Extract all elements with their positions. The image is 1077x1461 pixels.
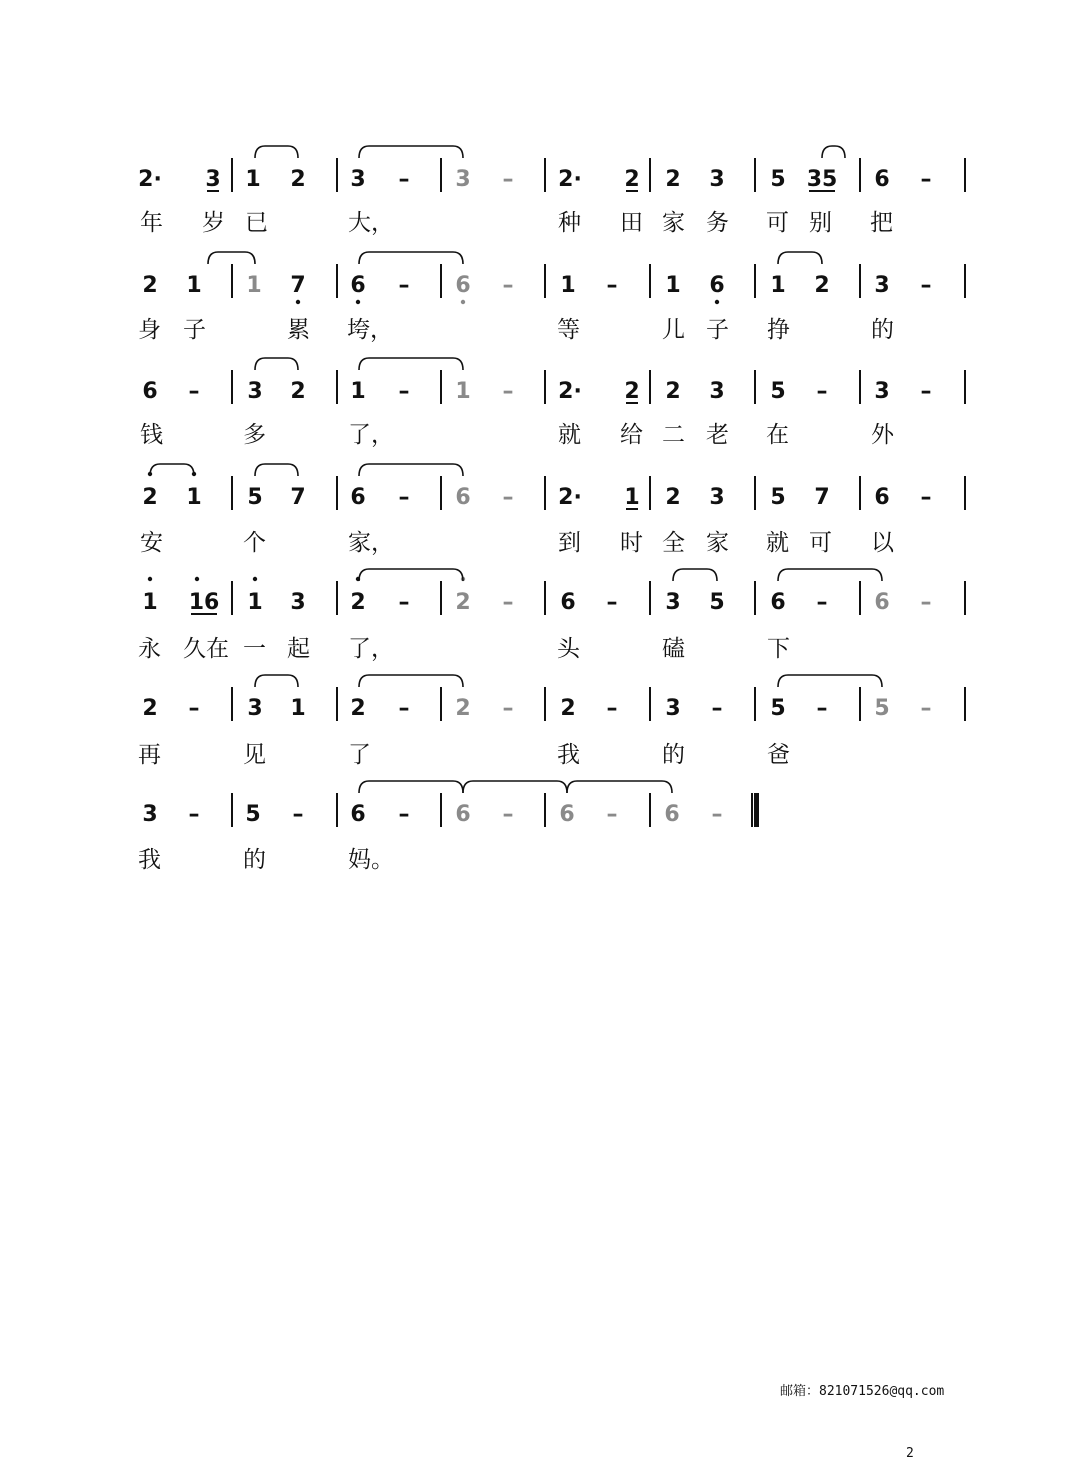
lyric-syllable: 已	[245, 210, 268, 236]
note: 1	[665, 273, 681, 298]
note: 6	[559, 802, 575, 827]
slur	[255, 146, 298, 158]
lyric-syllable: 可	[766, 210, 789, 236]
lyric-syllable: 全	[662, 530, 685, 556]
note: 3	[350, 167, 366, 192]
high-octave-dot	[148, 577, 152, 581]
note: –	[502, 167, 514, 192]
note: 1	[247, 590, 263, 615]
note: –	[502, 590, 514, 615]
note: 6	[455, 802, 471, 827]
note: 1	[186, 485, 202, 510]
note: 1	[142, 590, 158, 615]
slur	[255, 675, 298, 687]
note: 3	[709, 167, 725, 192]
note: 6	[455, 485, 471, 510]
note: 5	[709, 590, 725, 615]
lyric-syllable: 了	[348, 742, 371, 768]
lyric-syllable: 给	[620, 422, 643, 448]
note: 6	[709, 273, 725, 298]
note: 6	[874, 485, 890, 510]
note: 6	[664, 802, 680, 827]
lyric-syllable: 钱	[140, 422, 163, 448]
lyric-syllable: 家	[662, 210, 685, 236]
lyric-syllable: 种	[558, 210, 581, 236]
note: 35	[806, 167, 838, 192]
note: –	[502, 273, 514, 298]
lyric-syllable: 见	[243, 742, 266, 768]
slur	[255, 464, 298, 476]
note: 6	[350, 273, 366, 298]
lyric-syllable: 可	[809, 530, 832, 556]
note: 3	[247, 696, 263, 721]
lyric-syllable: 多	[243, 422, 266, 448]
lyric-syllable: 了，	[348, 422, 394, 448]
note: –	[920, 485, 932, 510]
lyric-syllable: 别	[809, 210, 832, 236]
note: 1	[246, 273, 262, 298]
note: 2	[455, 696, 471, 721]
lyric-syllable: 田	[620, 210, 643, 236]
slur	[778, 569, 882, 581]
note: –	[188, 379, 200, 404]
slur	[359, 358, 463, 370]
note: 2·	[138, 167, 162, 192]
lyric-syllable: 到	[558, 530, 581, 556]
note: 6	[350, 485, 366, 510]
note: 1	[245, 167, 261, 192]
note: –	[816, 590, 828, 615]
slur	[359, 464, 463, 476]
low-octave-dot	[356, 300, 360, 304]
note: 6	[350, 802, 366, 827]
note: –	[398, 696, 410, 721]
slur	[778, 675, 882, 687]
lyric-syllable: 外	[871, 422, 894, 448]
note: 2	[665, 167, 681, 192]
lyric-syllable: 以	[871, 530, 894, 556]
note: 1	[350, 379, 366, 404]
lyric-syllable: 家	[706, 530, 729, 556]
lyric-syllable: 爸	[767, 742, 790, 768]
lyric-syllable: 了，	[348, 636, 394, 662]
note: –	[606, 696, 618, 721]
note: 2·	[558, 485, 582, 510]
lyric-syllable: 子	[183, 317, 206, 343]
slur	[359, 146, 463, 158]
note: –	[711, 802, 723, 827]
note: –	[398, 379, 410, 404]
lyric-syllable: 下	[767, 636, 790, 662]
note: 5	[874, 696, 890, 721]
slur	[567, 781, 672, 793]
note: 2·	[558, 167, 582, 192]
note: –	[398, 590, 410, 615]
note: –	[920, 273, 932, 298]
lyric-syllable: 久在	[183, 636, 229, 662]
lyric-syllable: 一	[243, 636, 266, 662]
note: –	[920, 379, 932, 404]
slur	[463, 781, 567, 793]
lyric-syllable: 时	[620, 530, 643, 556]
note: –	[398, 485, 410, 510]
note: –	[606, 590, 618, 615]
note: 6	[874, 167, 890, 192]
lyric-syllable: 挣	[767, 317, 790, 343]
note: 3	[455, 167, 471, 192]
note: 5	[770, 485, 786, 510]
lyric-syllable: 安	[140, 530, 163, 556]
note: 2	[624, 379, 640, 404]
note: 6	[455, 273, 471, 298]
lyric-syllable: 我	[557, 742, 580, 768]
lyric-syllable: 累	[287, 317, 310, 343]
note: –	[188, 696, 200, 721]
note: 5	[770, 696, 786, 721]
slur	[359, 252, 463, 264]
lyric-syllable: 妈。	[348, 847, 394, 873]
note: 2	[814, 273, 830, 298]
lyric-syllable: 磕	[662, 636, 685, 662]
note: –	[398, 802, 410, 827]
slur	[359, 675, 463, 687]
note: 2	[290, 379, 306, 404]
note: 7	[290, 485, 306, 510]
lyric-syllable: 家，	[348, 530, 394, 556]
note: –	[606, 802, 618, 827]
low-octave-dot	[461, 300, 465, 304]
footer-email: 邮箱：821071526@qq.com	[780, 1384, 945, 1399]
note: 5	[247, 485, 263, 510]
note: 7	[814, 485, 830, 510]
lyric-syllable: 再	[138, 742, 161, 768]
lyric-syllable: 二	[662, 422, 685, 448]
note: 6	[770, 590, 786, 615]
lyric-syllable: 儿	[662, 317, 685, 343]
note: 2	[455, 590, 471, 615]
lyric-syllable: 永	[138, 636, 161, 662]
note: 1	[455, 379, 471, 404]
note: –	[292, 802, 304, 827]
lyric-syllable: 老	[706, 422, 729, 448]
note: –	[188, 802, 200, 827]
lyric-syllable: 垮，	[347, 317, 393, 343]
lyric-syllable: 岁	[202, 210, 225, 236]
note: –	[606, 273, 618, 298]
note: –	[398, 167, 410, 192]
note: 3	[142, 802, 158, 827]
slur	[359, 569, 463, 581]
note: 2	[142, 696, 158, 721]
note: 1	[186, 273, 202, 298]
lyric-syllable: 头	[557, 636, 580, 662]
lyric-syllable: 务	[706, 210, 729, 236]
note: 3	[205, 167, 221, 192]
note: 3	[665, 590, 681, 615]
lyric-syllable: 我	[138, 847, 161, 873]
lyric-syllable: 把	[870, 210, 893, 236]
high-octave-dot	[253, 577, 257, 581]
note: –	[502, 485, 514, 510]
lyric-syllable: 个	[243, 530, 266, 556]
note: 5	[245, 802, 261, 827]
note: –	[816, 696, 828, 721]
note: –	[398, 273, 410, 298]
slur	[359, 781, 463, 793]
note: –	[920, 696, 932, 721]
note: 1	[560, 273, 576, 298]
note: 2	[665, 485, 681, 510]
low-octave-dot	[715, 300, 719, 304]
lyric-syllable: 等	[557, 317, 580, 343]
note: 2	[624, 167, 640, 192]
slur	[673, 569, 717, 581]
note: 6	[874, 590, 890, 615]
note: 3	[874, 273, 890, 298]
lyric-syllable: 起	[287, 636, 310, 662]
note: 3	[247, 379, 263, 404]
note: 2	[142, 485, 158, 510]
high-octave-dot	[195, 577, 199, 581]
note: 1	[770, 273, 786, 298]
slur	[822, 146, 845, 158]
note: 3	[290, 590, 306, 615]
lyric-syllable: 就	[558, 422, 581, 448]
lyric-syllable: 在	[766, 422, 789, 448]
note: 1	[624, 485, 640, 510]
note: –	[920, 167, 932, 192]
low-octave-dot	[296, 300, 300, 304]
note: 3	[665, 696, 681, 721]
note: –	[502, 802, 514, 827]
lyric-syllable: 的	[662, 742, 685, 768]
note: 2	[142, 273, 158, 298]
note: –	[502, 379, 514, 404]
lyric-syllable: 的	[243, 847, 266, 873]
note: –	[502, 696, 514, 721]
note: –	[816, 379, 828, 404]
note: 2·	[558, 379, 582, 404]
note: 3	[709, 485, 725, 510]
page-number: 2	[906, 1446, 914, 1461]
note: 5	[770, 379, 786, 404]
note: 2	[350, 696, 366, 721]
note: 3	[709, 379, 725, 404]
note: 3	[874, 379, 890, 404]
lyric-syllable: 身	[138, 317, 161, 343]
note: 2	[290, 167, 306, 192]
lyric-syllable: 大，	[348, 210, 394, 236]
note: –	[920, 590, 932, 615]
note: 16	[188, 590, 220, 615]
note: –	[711, 696, 723, 721]
note: 5	[770, 167, 786, 192]
lyric-syllable: 子	[706, 317, 729, 343]
note: 1	[290, 696, 306, 721]
note: 2	[665, 379, 681, 404]
note: 6	[560, 590, 576, 615]
slur	[208, 252, 255, 264]
note: 7	[290, 273, 306, 298]
slur	[778, 252, 822, 264]
lyric-syllable: 年	[140, 210, 163, 236]
note: 2	[560, 696, 576, 721]
slur	[150, 464, 194, 476]
lyric-syllable: 就	[766, 530, 789, 556]
lyric-syllable: 的	[871, 317, 894, 343]
slur	[255, 358, 298, 370]
note: 6	[142, 379, 158, 404]
note: 2	[350, 590, 366, 615]
